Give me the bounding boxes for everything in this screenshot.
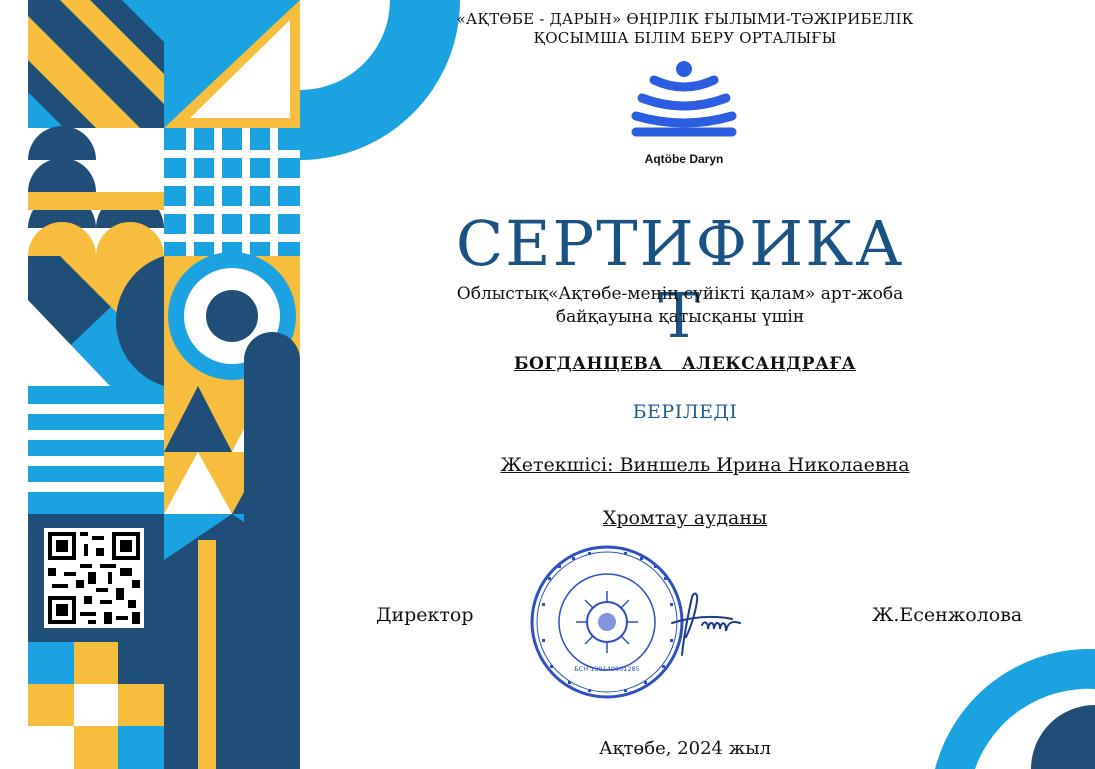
director-signature-icon	[662, 585, 752, 665]
supervisor-line: Жетекшісі: Виншель Ирина Николаевна	[500, 454, 910, 476]
logo-text: Aqtöbe Daryn	[644, 152, 724, 166]
aqtobe-daryn-logo	[626, 60, 742, 165]
awarded-label: БЕРІЛЕДІ	[632, 401, 738, 423]
seal-number: БСН 130140001285	[574, 665, 640, 673]
director-label: Директор	[376, 604, 474, 626]
certificate-title: СЕРТИФИКАТ	[455, 207, 905, 352]
director-name: Ж.Есенжолова	[872, 604, 1023, 626]
subtitle-line1: Облыстық«Ақтөбе-менің сүйікті қалам» арт-жоба	[456, 284, 904, 304]
qr-code	[44, 528, 144, 628]
organization-name-line2: ҚОСЫМША БІЛІМ БЕРУ ОРТАЛЫҒЫ	[533, 29, 837, 47]
recipient-name: БОГДАНЦЕВА АЛЕКСАНДРАҒА	[513, 354, 857, 374]
organization-name-line1: «АҚТӨБЕ - ДАРЫН» ӨҢІРЛІК ҒЫЛЫМИ-ТӘЖІРИБЕЛІК	[456, 10, 914, 28]
subtitle-line2: байқауына қатысқаны үшін	[555, 307, 805, 327]
place-year: Ақтөбе, 2024 жыл	[598, 738, 772, 759]
organization-name	[420, 10, 950, 48]
logo-waves-icon	[626, 60, 742, 142]
certificate-subtitle	[400, 283, 960, 329]
decorative-pattern	[0, 0, 460, 769]
corner-arcs	[935, 649, 1095, 769]
district-name: Хромтау ауданы	[602, 507, 768, 529]
